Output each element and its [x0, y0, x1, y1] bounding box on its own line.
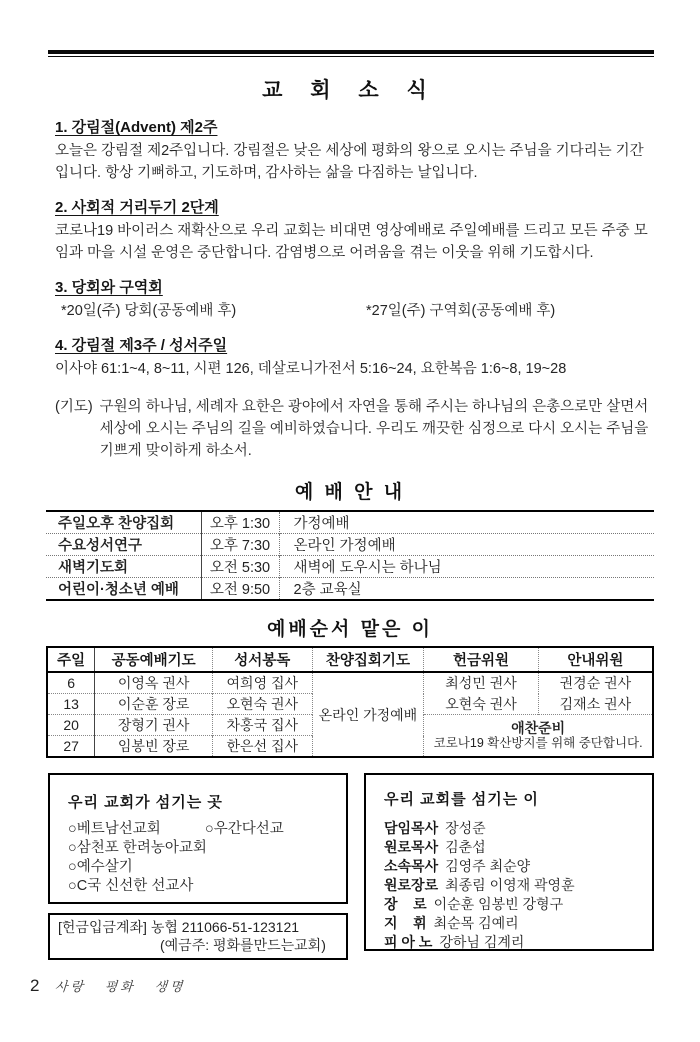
service-place: 가정예배 — [293, 516, 350, 532]
service-time: 오전 5:30 — [201, 556, 279, 578]
servant-names: 최종림 이영재 곽영훈 — [445, 877, 575, 893]
column-header: 안내위원 — [538, 647, 653, 672]
roster-usher: 김재소 권사 — [559, 695, 632, 712]
roster-prayer: 이순훈 장로 — [95, 694, 213, 715]
servant-names: 강하님 김계리 — [439, 934, 525, 950]
servant-names: 김춘섭 — [445, 839, 486, 855]
left-column — [48, 773, 348, 960]
servant-names: 김영주 최순양 — [445, 858, 531, 874]
mission-item: ○예수살기 — [68, 859, 133, 875]
table-row — [46, 511, 654, 534]
servant-row — [384, 819, 652, 838]
service-place: 새벽에 도우시는 하나님 — [279, 556, 654, 578]
roster-reading: 오현숙 권사 — [212, 694, 312, 715]
section-body: 오늘은 강림절 제2주입니다. 강림절은 낮은 세상에 평화의 왕으로 오시는 주님을 기다리는 기간입니다. 항상 기뻐하고, 기도하며, 감사하는 삶을 다짐하는 날입니다. — [55, 143, 644, 181]
servants-title: 우리 교회를 섬기는 이 — [384, 791, 539, 808]
section-body: 이사야 61:1~4, 8~11, 시편 126, 데살로니가전서 5:16~24, 요한복음 1:6~8, 19~28 — [55, 361, 567, 377]
roster-usher: 권경순 권사 — [559, 675, 632, 692]
servant-names: 장성준 — [445, 820, 486, 836]
column-header: 헌금위원 — [424, 647, 539, 672]
section-advent-week3 — [55, 334, 654, 380]
roster-title: 예배순서 맡은 이 — [266, 619, 434, 640]
column-header: 공동예배기도 — [95, 647, 213, 672]
newsletter-page — [0, 50, 700, 1042]
servant-row — [384, 895, 652, 914]
section-meetings — [55, 276, 654, 322]
section-body: 코로나19 바이러스 재확산으로 우리 교회는 비대면 영상예배로 주일예배를 드리고 모든 주중 모임과 마을 시설 운영은 중단합니다. 감염병으로 어려움을 겪는 이웃을 위해 기도합시다. — [55, 223, 648, 261]
roster-prayer: 임봉빈 장로 — [95, 736, 213, 758]
roster-praise-note: 온라인 가정예배 — [312, 672, 424, 757]
worship-guide-table — [46, 510, 654, 601]
communion-notice-cell — [424, 715, 653, 758]
table-row — [46, 534, 654, 556]
missions-box — [48, 773, 348, 904]
meeting-schedule-row — [55, 300, 654, 322]
page-number: 2 — [30, 976, 40, 995]
offering-account-box — [48, 913, 348, 960]
column-header: 주일 — [47, 647, 95, 672]
page-footer — [30, 976, 700, 996]
servant-row — [384, 876, 652, 895]
service-place: 2층 교육실 — [279, 578, 654, 601]
prayer-label: (기도) — [55, 399, 93, 415]
mission-item: ○베트남선교회 — [68, 821, 161, 837]
service-name: 주일오후 찬양집회 — [46, 511, 201, 534]
meeting-item: *27일(주) 구역회(공동예배 후) — [366, 303, 556, 319]
roster-reading: 차홍국 집사 — [212, 715, 312, 736]
servant-names: 최순목 김예리 — [433, 915, 519, 931]
prayer-block — [55, 396, 654, 462]
section-advent-week2 — [55, 116, 654, 184]
mission-item: ○우간다선교 — [205, 821, 284, 837]
servant-role: 담임목사 — [384, 820, 439, 836]
table-row — [47, 672, 653, 694]
roster-date: 27 — [47, 736, 95, 758]
roster-prayer: 이영옥 권사 — [95, 672, 213, 694]
servant-role: 지 휘 — [384, 915, 427, 931]
roster-reading: 한은선 집사 — [212, 736, 312, 758]
servant-row — [384, 933, 652, 952]
servant-role: 원로목사 — [384, 839, 439, 855]
account-number-line: [헌금입금계좌] 농협 211066-51-123121 — [58, 919, 300, 935]
servant-role: 원로장로 — [384, 877, 439, 893]
servant-role: 소속목사 — [384, 858, 439, 874]
service-time: 오후 7:30 — [201, 534, 279, 556]
service-name: 수요성서연구 — [46, 534, 201, 556]
prayer-text: 구원의 하나님, 세례자 요한은 광야에서 자연을 통해 주시는 하나님의 은총으로만 살면서 세상에 오시는 주님의 길을 예비하였습니다. 우리도 깨끗한 심정으로 다시 오시는 주님을 기쁘게 맞이하게 하소서. — [99, 399, 649, 459]
roster-offering: 오현숙 권사 — [424, 694, 539, 715]
roster-prayer: 장형기 권사 — [95, 715, 213, 736]
footer-motto: 사랑 평화 생명 — [54, 979, 187, 994]
roster-reading: 여희영 집사 — [212, 672, 312, 694]
servant-row — [384, 914, 652, 933]
service-name: 새벽기도회 — [46, 556, 201, 578]
missions-title: 우리 교회가 섬기는 곳 — [68, 794, 223, 811]
table-row — [46, 556, 654, 578]
section-heading: 1. 강림절(Advent) 제2주 — [55, 119, 218, 136]
news-sections — [55, 116, 654, 462]
servant-row — [384, 838, 652, 857]
service-place: 온라인 가정예배 — [279, 534, 654, 556]
account-holder-line: (예금주: 평화를만드는교회) — [160, 937, 326, 953]
servant-role: 장 로 — [384, 896, 427, 912]
section-heading: 3. 당회와 구역회 — [55, 279, 163, 296]
mission-item: ○삼천포 한려농아교회 — [68, 840, 207, 856]
service-time: 오후 1:30 — [201, 511, 279, 534]
missions-row — [68, 820, 346, 839]
servant-names: 이순훈 임봉빈 강형구 — [433, 896, 564, 912]
column-header: 성서봉독 — [212, 647, 312, 672]
roster-offering: 최성민 권사 — [424, 672, 539, 694]
communion-title: 애찬준비 — [511, 720, 566, 736]
roster-table — [46, 646, 654, 758]
section-distancing — [55, 196, 654, 264]
meeting-item: *20일(주) 당회(공동예배 후) — [61, 303, 237, 319]
service-time: 오전 9:50 — [201, 578, 279, 601]
mission-item: ○C국 신선한 선교사 — [68, 878, 194, 894]
top-double-rule — [48, 50, 654, 57]
servant-role: 피 아 노 — [384, 934, 433, 950]
section-heading: 4. 강림절 제3주 / 성서주일 — [55, 337, 228, 354]
roster-date: 13 — [47, 694, 95, 715]
table-row — [46, 578, 654, 601]
service-name: 어린이·청소년 예배 — [46, 578, 201, 601]
bottom-boxes — [48, 773, 654, 960]
column-header: 찬양집회기도 — [312, 647, 424, 672]
servants-box — [364, 773, 654, 951]
communion-note: 코로나19 확산방지를 위해 중단합니다. — [433, 736, 643, 750]
worship-guide-title: 예 배 안 내 — [294, 482, 406, 503]
table-header-row — [47, 647, 653, 672]
servant-row — [384, 857, 652, 876]
section-heading: 2. 사회적 거리두기 2단계 — [55, 199, 219, 216]
roster-date: 6 — [47, 672, 95, 694]
page-title: 교 회 소 식 — [262, 79, 438, 102]
roster-date: 20 — [47, 715, 95, 736]
